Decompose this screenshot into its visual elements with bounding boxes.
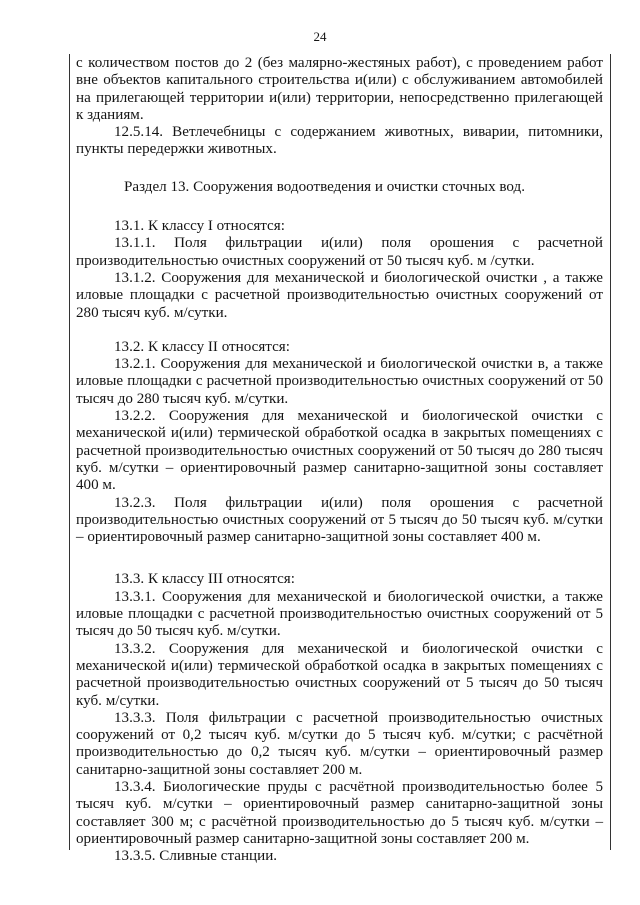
paragraph-13-3-1: 13.3.1. Сооружения для механической и биологической очистки, а также иловые площадки с расчетной производительностью очистных сооружений от 5 тысяч до 50 тысяч куб. м/сутки. xyxy=(76,588,603,640)
paragraph-13-3: 13.3. К классу III относятся: xyxy=(114,571,295,588)
paragraph-13-3-5: 13.3.5. Сливные станции. xyxy=(114,848,278,865)
paragraph-13-2: 13.2. К классу II относятся: xyxy=(114,338,290,355)
section-13-title: Раздел 13. Сооружения водоотведения и очистки сточных вод. xyxy=(124,178,525,195)
paragraph-12-5-14: 12.5.14. Ветлечебницы с содержанием животных, виварии, питомники, пункты передержки животных. xyxy=(76,124,603,158)
paragraph-continuation: с количеством постов до 2 (без малярно-жестяных работ), с проведением работ вне объектов капитального строительства и(или) с обслуживанием автомобилей на прилегающей территории и(или) территории, непосредственно прилегающей к зданиям. xyxy=(76,55,603,123)
paragraph-13-3-3: 13.3.3. Поля фильтрации с расчетной производительностью очистных сооружений от 0,2 тысяч куб. м/сутки до 5 тысяч куб. м/сутки; с расчётной производительностью до 0,2 тысяч куб. м/сутки – ориентировочный размер санитарно-защитной зоны составляет 200 м. xyxy=(76,709,603,778)
paragraph-13-3-2: 13.3.2. Сооружения для механической и биологической очистки с механической и(или) термической обработкой осадка в закрытых помещениях с расчетной производительностью очистных сооружений от 5 тысяч до 50 тысяч куб. м/сутки. xyxy=(76,640,603,709)
page-number: 24 xyxy=(313,29,327,44)
paragraph-13-2-1: 13.2.1. Сооружения для механической и биологической очистки в, а также иловые площадки с расчетной производительностью очистных сооружений от 50 тысяч до 280 тысяч куб. м/сутки. xyxy=(76,356,603,407)
paragraph-13-2-3: 13.2.3. Поля фильтрации и(или) поля орошения с расчетной производительностью очистных сооружений от 5 тысяч до 50 тысяч куб. м/сутки – ориентировочный размер санитарно-защитной зоны составляет 400 м. xyxy=(76,494,603,546)
paragraph-13-2-2: 13.2.2. Сооружения для механической и биологической очистки с механической и(или) термической обработкой осадка в закрытых помещениях с расчетной производительностью очистных сооружений от 50 тысяч до 280 тысяч куб. м/сутки – ориентировочный размер санитарно-защитной зоны составляет 400 м. xyxy=(76,408,603,494)
document-body xyxy=(76,55,603,865)
paragraph-13-3-4: 13.3.4. Биологические пруды с расчётной производительностью более 5 тысяч куб. м/сутки – ориентировочный размер санитарно-защитной зоны составляет 300 м; с расчётной производительностью до 5 тысяч куб. м/сутки – ориентировочный размер санитарно-защитной зоны составляет 200 м. xyxy=(76,778,603,847)
paragraph-13-1-2: 13.1.2. Сооружения для механической и биологической очистки , а также иловые площадки с расчетной производительностью очистных сооружений от 280 тысяч куб. м/сутки. xyxy=(76,269,603,321)
paragraph-13-1: 13.1. К классу I относятся: xyxy=(114,218,285,235)
paragraph-13-1-1: 13.1.1. Поля фильтрации и(или) поля орошения с расчетной производительностью очистных сооружений от 50 тысяч куб. м /сутки. xyxy=(76,235,603,269)
